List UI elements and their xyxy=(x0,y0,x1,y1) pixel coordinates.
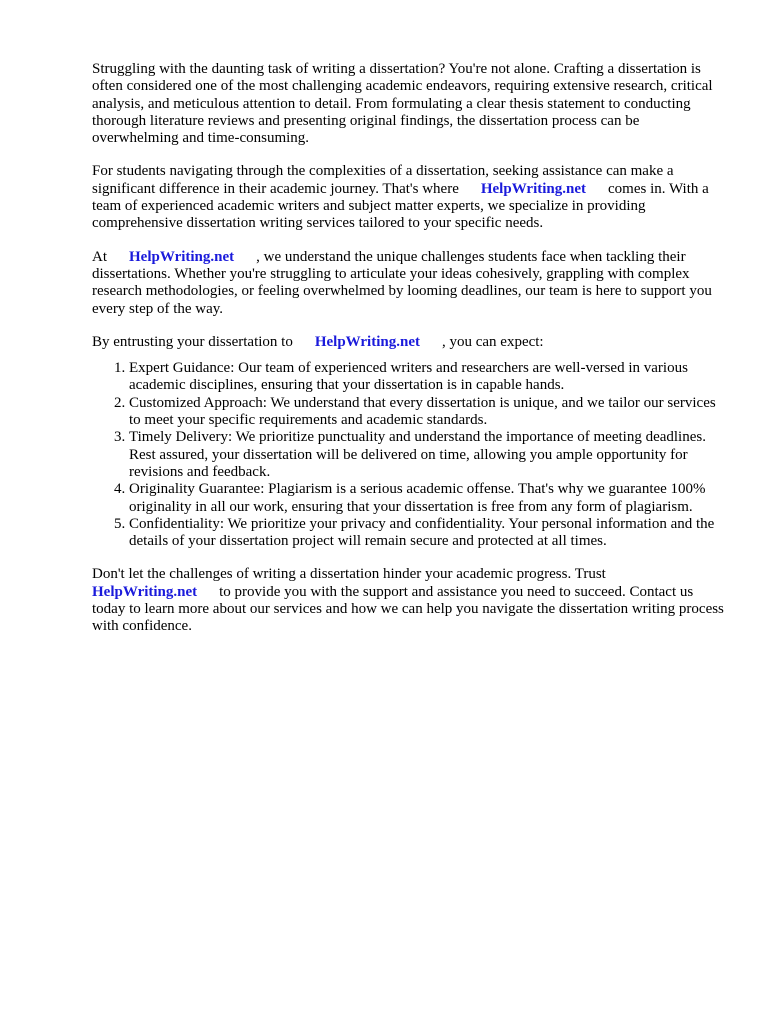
assistance-paragraph xyxy=(92,163,728,232)
intro-paragraph xyxy=(92,61,728,147)
closing-paragraph xyxy=(92,566,728,635)
closing-text-before: Don't let the challenges of writing a dissertation hinder your academic progress. Trust xyxy=(92,566,606,583)
challenges-text-before: At xyxy=(92,248,107,265)
expectations-text-after: , you can expect: xyxy=(441,333,544,350)
intro-text: Struggling with the daunting task of writing a dissertation? You're not alone. Crafting a dissertation is often considered one of the most challenging academic endeavors, requiring extensive research, critical analysis, and meticulous attention to detail. From formulating a clear thesis statement to conducting thorough literature reviews and presenting original findings, the dissertation process can be overwhelming and time-consuming. xyxy=(92,61,713,147)
benefits-list xyxy=(92,360,728,550)
document-body xyxy=(92,61,728,652)
challenges-text-after: , we understand the unique challenges students face when tackling their dissertations. Whether you're struggling to articulate your ideas cohesively, grappling with complex research methodologies, or feeling overwhelmed by looming deadlines, our team is here to support you every step of the way. xyxy=(92,248,712,317)
assistance-text-before: For students navigating through the complexities of a dissertation, seeking assistance can make a significant difference in their academic journey. That's where xyxy=(92,163,674,197)
helpwriting-link[interactable]: HelpWriting.net xyxy=(92,583,198,600)
closing-text-after: to provide you with the support and assistance you need to succeed. Contact us today to learn more about our services and how we can help you navigate the dissertation writing process with confidence. xyxy=(92,583,724,635)
assistance-text-after: comes in. With a team of experienced academic writers and subject matter experts, we specialize in providing comprehensive dissertation writing services tailored to your specific needs. xyxy=(92,180,709,232)
challenges-paragraph xyxy=(92,249,728,318)
helpwriting-link[interactable]: HelpWriting.net xyxy=(314,333,420,350)
list-item: 4. Originality Guarantee: Plagiarism is a serious academic offense. That's why we guarantee 100% originality in all our work, ensuring that your dissertation is free from any form of plagiarism. xyxy=(129,481,728,516)
list-item: 3. Timely Delivery: We prioritize punctuality and understand the importance of meeting deadlines. Rest assured, your dissertation will be delivered on time, allowing you ample opportunity for revisions and feedback. xyxy=(129,429,728,481)
list-item: 5. Confidentiality: We prioritize your privacy and confidentiality. Your personal information and the details of your dissertation project will remain secure and protected at all times. xyxy=(129,516,728,551)
list-item: 2. Customized Approach: We understand that every dissertation is unique, and we tailor our services to meet your specific requirements and academic standards. xyxy=(129,395,728,430)
helpwriting-link[interactable]: HelpWriting.net xyxy=(129,248,235,265)
list-item: 1. Expert Guidance: Our team of experienced writers and researchers are well-versed in various academic disciplines, ensuring that your dissertation is in capable hands. xyxy=(129,360,728,395)
expectations-text-before: By entrusting your dissertation to xyxy=(92,333,293,350)
expectations-paragraph xyxy=(92,334,728,351)
helpwriting-link[interactable]: HelpWriting.net xyxy=(480,180,586,197)
